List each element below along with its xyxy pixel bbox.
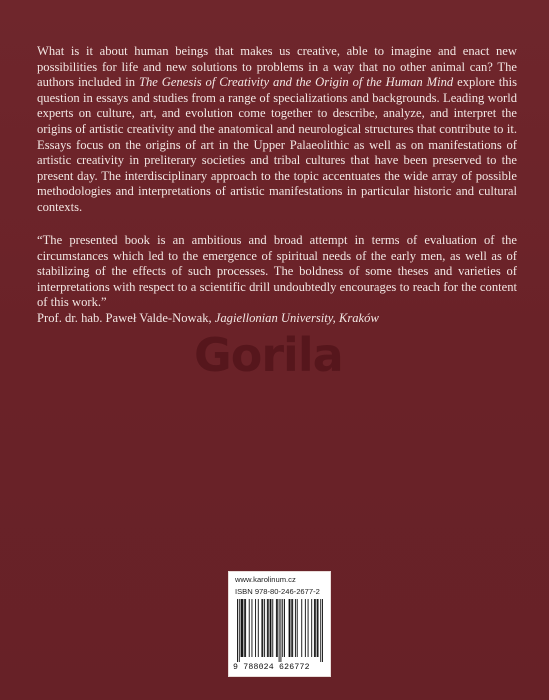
isbn-text: ISBN 978-80-246-2677-2 (235, 587, 320, 596)
barcode-bar (284, 599, 285, 657)
barcode-number: 9 788024 626772 (233, 663, 310, 672)
barcode-bar (268, 599, 269, 657)
barcode-bar (317, 599, 318, 657)
barcode-bar (267, 599, 268, 657)
description-text-end: explore this question in essays and studies from a range of specializations and backgrounds. Leading world experts on culture, art, and evolution come together to describe, analyze, and interpret the origins of artistic creativity and the anatomical and neurological structures that contribute to it. Essays focus on the origins of art in the Upper Palaeolithic as well as on manifestations of artistic creativity in preliterary societies and tribal cultures that have been preserved to the present day. The interdisciplinary approach to the topic accentuates the wide array of possible methodologies and interpretations of artistic manifestations in particular historic and cultural contexts. (37, 75, 517, 214)
barcode-bar (261, 599, 262, 657)
barcode-bar (242, 599, 243, 657)
barcode-bar (244, 599, 245, 657)
barcode-bar (280, 599, 281, 662)
barcode-bar (264, 599, 265, 657)
barcode-bar (276, 599, 277, 657)
barcode-bar (242, 599, 243, 657)
barcode-bar (311, 599, 312, 657)
barcode-bar (251, 599, 252, 657)
barcode-bar (320, 599, 321, 662)
book-description (37, 44, 517, 216)
reviewer-affiliation: Jagiellonian University, Kraków (214, 311, 379, 325)
barcode-bar (237, 599, 238, 662)
description-text-start: What is it about human beings that makes us creative, able to imagine and enact new possibilities for life and new solutions to problems in a way that no other animal can? The authors included in (37, 44, 517, 90)
barcode-label (229, 572, 330, 676)
barcode-graphic (237, 599, 323, 662)
watermark-logo: Gorila (194, 328, 343, 382)
barcode-bar (314, 599, 315, 657)
barcode-bar (279, 599, 280, 662)
book-title: The Genesis of Creativity and the Origin of the Human Mind (138, 75, 454, 90)
barcode-bar (295, 599, 296, 657)
barcode-bar (262, 599, 263, 657)
barcode-bar (255, 599, 256, 657)
review-quote: “The presented book is an ambitious and broad attempt in terms of evaluation of the circumstances which led to the emergence of spiritual needs of the early men, as well as of stabilizing of the effects of such processes. The boldness of some theses and varieties of interpretations with respect to a scientific drill undoubtedly encourages to reach for the content of this work.” (37, 233, 517, 310)
barcode-bar (245, 599, 246, 657)
barcode-bar (292, 599, 293, 657)
barcode-bar (291, 599, 292, 657)
barcode-bar (308, 599, 309, 657)
barcode-bar (258, 599, 259, 657)
barcode-bar (315, 599, 316, 657)
barcode-bar (301, 599, 302, 657)
publisher-url: www.karolinum.cz (235, 575, 296, 584)
barcode-bar (282, 599, 283, 657)
barcode-bar (322, 599, 323, 662)
barcode-bar (305, 599, 306, 657)
reviewer-name: Prof. dr. hab. Paweł Valde-Nowak, (37, 311, 215, 325)
barcode-bar (239, 599, 240, 662)
quote-attribution (37, 311, 517, 327)
barcode-bar (270, 599, 271, 657)
barcode-bar (270, 599, 271, 657)
barcode-bar (272, 599, 273, 657)
barcode-bar (277, 599, 278, 657)
barcode-bar (241, 599, 242, 657)
barcode-bar (249, 599, 250, 657)
barcode-bar (289, 599, 290, 657)
barcode-bar (297, 599, 298, 657)
barcode-bar (290, 599, 291, 657)
barcode-bar (318, 599, 319, 657)
